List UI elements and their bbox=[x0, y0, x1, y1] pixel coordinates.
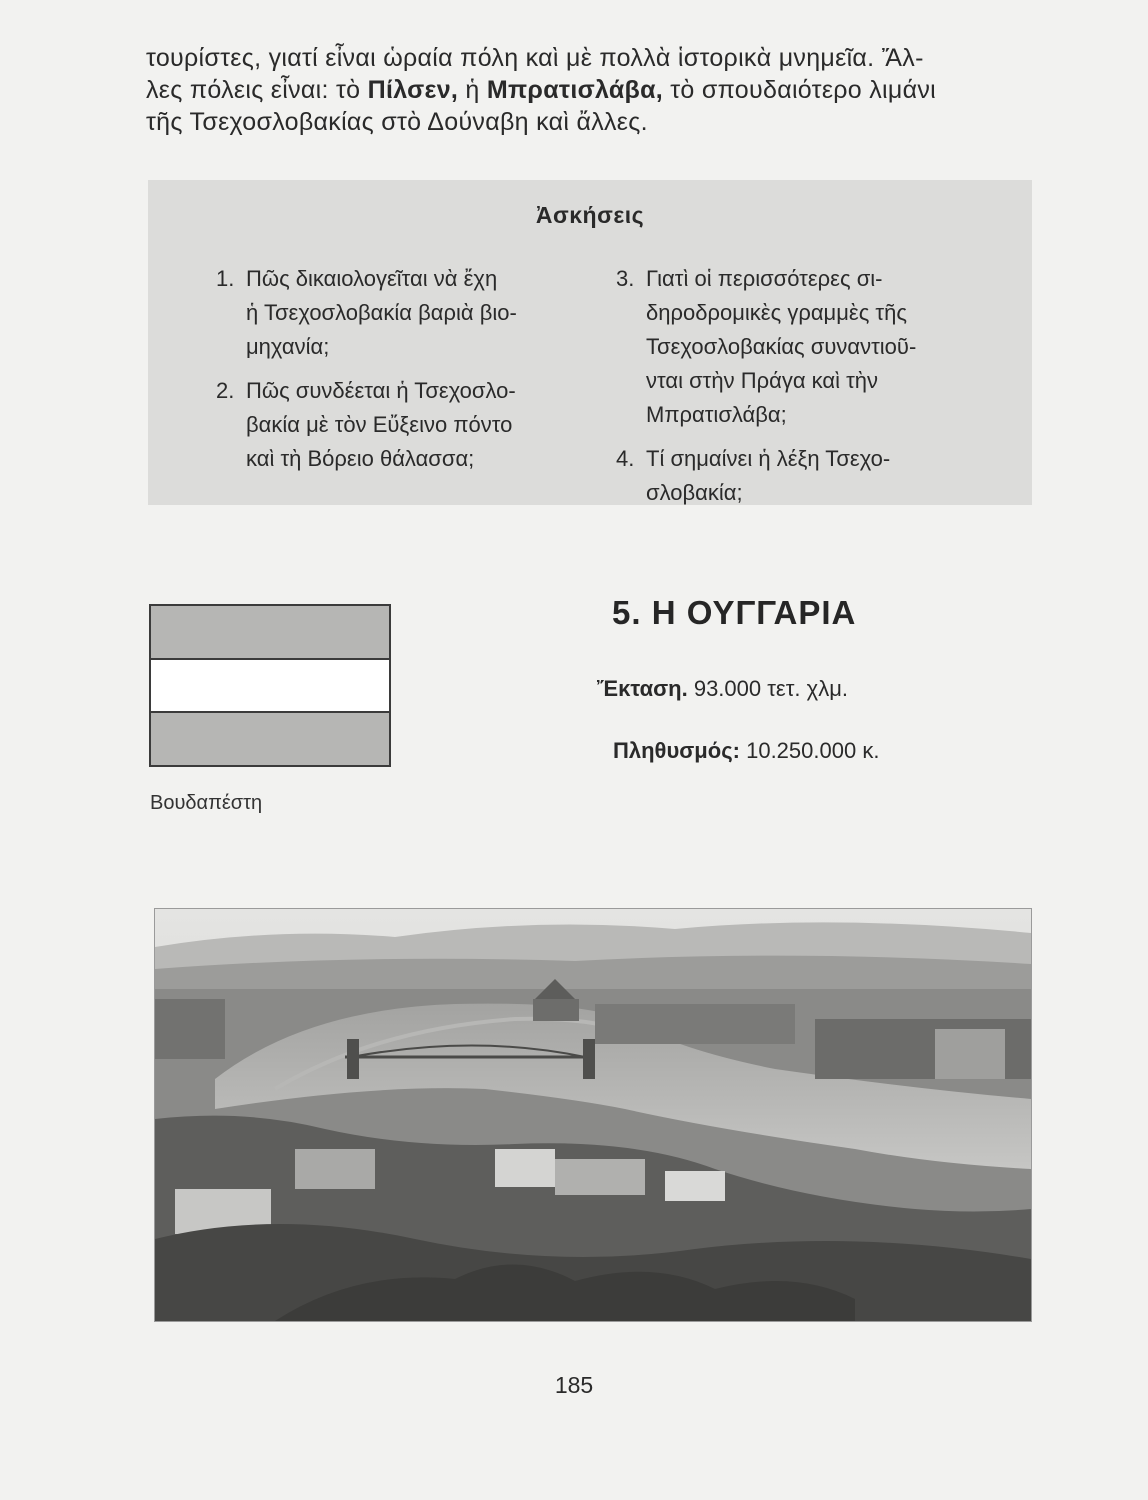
exercises-column-left bbox=[216, 262, 576, 486]
exercise-line: Τσεχοσλοβακίας συναντιοῦ- bbox=[646, 334, 917, 359]
exercise-number: 2. bbox=[216, 378, 235, 403]
exercise-line: ἡ Τσεχοσλοβακία βαριὰ βιο- bbox=[246, 300, 517, 325]
exercise-line: μηχανία; bbox=[246, 334, 330, 359]
flag-stripe-bottom bbox=[151, 711, 389, 765]
exercise-number: 4. bbox=[616, 446, 635, 471]
section-title: 5. Η ΟΥΓΓΑΡΙΑ bbox=[612, 594, 857, 631]
exercise-line: Μπρατισλάβα; bbox=[646, 402, 787, 427]
area-stat bbox=[597, 676, 848, 702]
intro-text: τὸ σπουδαιότερο λιμάνι bbox=[663, 76, 937, 104]
intro-paragraph bbox=[146, 42, 1012, 138]
intro-line: τουρίστες, γιατί εἶναι ὡραία πόλη καὶ μὲ πολλὰ ἱστορικὰ μνημεῖα. Ἄλ- bbox=[146, 44, 924, 72]
exercise-item bbox=[616, 262, 976, 432]
hungary-flag bbox=[149, 604, 391, 767]
exercise-line: δηροδρομικὲς γραμμὲς τῆς bbox=[646, 300, 907, 325]
area-value: 93.000 τετ. χλμ. bbox=[687, 676, 848, 701]
population-stat bbox=[613, 738, 879, 764]
area-label: Ἔκταση. bbox=[597, 676, 688, 701]
exercises-box bbox=[148, 180, 1032, 505]
exercise-line: βακία μὲ τὸν Εὔξεινο πόντο bbox=[246, 412, 513, 437]
intro-text: λες πόλεις εἶναι: τὸ bbox=[146, 76, 368, 104]
city-bratislava: Μπρατισλάβα, bbox=[486, 76, 664, 104]
population-label: Πληθυσμός: bbox=[613, 738, 740, 763]
exercise-item bbox=[616, 442, 976, 510]
exercise-line: Γιατὶ οἱ περισσότερες σι- bbox=[646, 266, 883, 291]
exercises-title: Ἀσκήσεις bbox=[535, 202, 645, 228]
intro-line bbox=[146, 74, 1012, 106]
intro-line: τῆς Τσεχοσλοβακίας στὸ Δούναβη καὶ ἄλλες. bbox=[146, 108, 648, 136]
exercise-number: 3. bbox=[616, 266, 635, 291]
exercise-line: Πῶς συνδέεται ἡ Τσεχοσλο- bbox=[246, 378, 516, 403]
exercise-line: νται στὴν Πράγα καὶ τὴν bbox=[646, 368, 879, 393]
exercise-item bbox=[216, 262, 576, 364]
city-pilsen: Πίλσεν, bbox=[367, 76, 459, 104]
budapest-photo bbox=[154, 908, 1032, 1322]
flag-stripe-top bbox=[151, 606, 389, 660]
population-value: 10.250.000 κ. bbox=[739, 738, 880, 763]
exercise-line: Πῶς δικαιολογεῖται νὰ ἔχη bbox=[246, 266, 498, 291]
photo-caption: Βουδαπέστη bbox=[150, 792, 263, 814]
intro-text: ἡ bbox=[458, 76, 487, 104]
exercise-line: καὶ τὴ Βόρειο θάλασσα; bbox=[246, 446, 475, 471]
exercise-line: Τί σημαίνει ἡ λέξη Τσεχο- bbox=[646, 446, 891, 471]
exercise-item bbox=[216, 374, 576, 476]
page-number: 185 bbox=[554, 1372, 594, 1398]
flag-stripe-middle bbox=[151, 660, 389, 712]
exercise-number: 1. bbox=[216, 266, 235, 291]
exercise-line: σλοβακία; bbox=[646, 480, 743, 505]
exercises-column-right bbox=[616, 262, 976, 520]
